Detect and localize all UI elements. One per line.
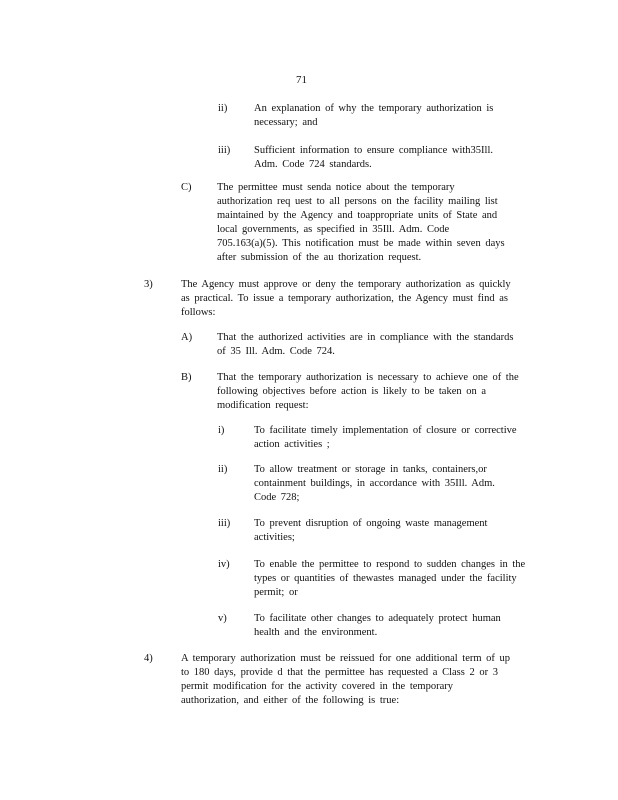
text-line: Adm. Code 724 standards. — [254, 159, 372, 170]
text-line: action activities ; — [254, 439, 330, 450]
item-label: iii) — [218, 518, 231, 529]
text-line: The Agency must approve or deny the temporary authorization as quickly — [181, 279, 511, 290]
item-label: 3) — [144, 279, 153, 290]
item-text — [254, 558, 525, 600]
text-line: permit modification for the activity covered in the temporary — [181, 681, 453, 692]
text-line: to 180 days, provide d that the permittee has requested a Class 2 or 3 — [181, 667, 498, 678]
item-text — [254, 424, 517, 452]
item-label: i) — [218, 425, 225, 436]
item-label: ii) — [218, 103, 228, 114]
text-line: 705.163(a)(5). This notification must be made within seven days — [217, 238, 505, 249]
text-line: necessary; and — [254, 117, 318, 128]
text-line: Code 728; — [254, 492, 300, 503]
item-label: iii) — [218, 145, 231, 156]
item-text — [254, 463, 495, 505]
item-label: iv) — [218, 559, 230, 570]
text-line: maintained by the Agency and toappropriate units of State and — [217, 210, 498, 221]
text-line: after submission of the au thorization request. — [217, 252, 422, 263]
text-line: following objectives before action is likely to be taken on a — [217, 386, 487, 397]
text-line: The permittee must senda notice about the temporary — [217, 182, 455, 193]
text-line: An explanation of why the temporary authorization is — [254, 103, 494, 114]
text-line: That the authorized activities are in compliance with the standards — [217, 332, 514, 343]
text-line: To enable the permittee to respond to sudden changes in the — [254, 559, 526, 570]
item-text — [254, 612, 501, 640]
text-line: To allow treatment or storage in tanks, containers,or — [254, 464, 487, 475]
text-line: containment buildings, in accordance with 35Ill. Adm. — [254, 478, 495, 489]
text-line: authorization req uest to all persons on the facility mailing list — [217, 196, 498, 207]
text-line: That the temporary authorization is necessary to achieve one of the — [217, 372, 519, 383]
item-label: v) — [218, 613, 227, 624]
item-text — [254, 144, 493, 172]
item-text — [254, 517, 487, 545]
item-text — [217, 331, 513, 359]
item-text — [217, 371, 519, 413]
page-number: 71 — [296, 74, 307, 86]
text-line: modification request: — [217, 400, 309, 411]
text-line: To prevent disruption of ongoing waste management — [254, 518, 488, 529]
item-label: B) — [181, 372, 192, 383]
item-text — [254, 102, 493, 130]
item-text — [181, 278, 511, 320]
text-line: activities; — [254, 532, 295, 543]
text-line: as practical. To issue a temporary authorization, the Agency must find as — [181, 293, 508, 304]
item-label: A) — [181, 332, 193, 343]
text-line: permit; or — [254, 587, 298, 598]
item-label: ii) — [218, 464, 228, 475]
text-line: A temporary authorization must be reissued for one additional term of up — [181, 653, 511, 664]
text-line: health and the environment. — [254, 627, 378, 638]
text-line: authorization, and either of the following is true: — [181, 695, 400, 706]
text-line: local governments, as specified in 35Ill. Adm. Code — [217, 224, 450, 235]
text-line: To facilitate other changes to adequately protect human — [254, 613, 501, 624]
text-line: types or quantities of thewastes managed under the facility — [254, 573, 517, 584]
item-text — [181, 652, 510, 708]
item-label: 4) — [144, 653, 153, 664]
item-label: C) — [181, 182, 192, 193]
item-text — [217, 181, 505, 265]
text-line: of 35 Ill. Adm. Code 724. — [217, 346, 335, 357]
text-line: To facilitate timely implementation of closure or corrective — [254, 425, 517, 436]
text-line: follows: — [181, 307, 216, 318]
text-line: Sufficient information to ensure compliance with35Ill. — [254, 145, 494, 156]
